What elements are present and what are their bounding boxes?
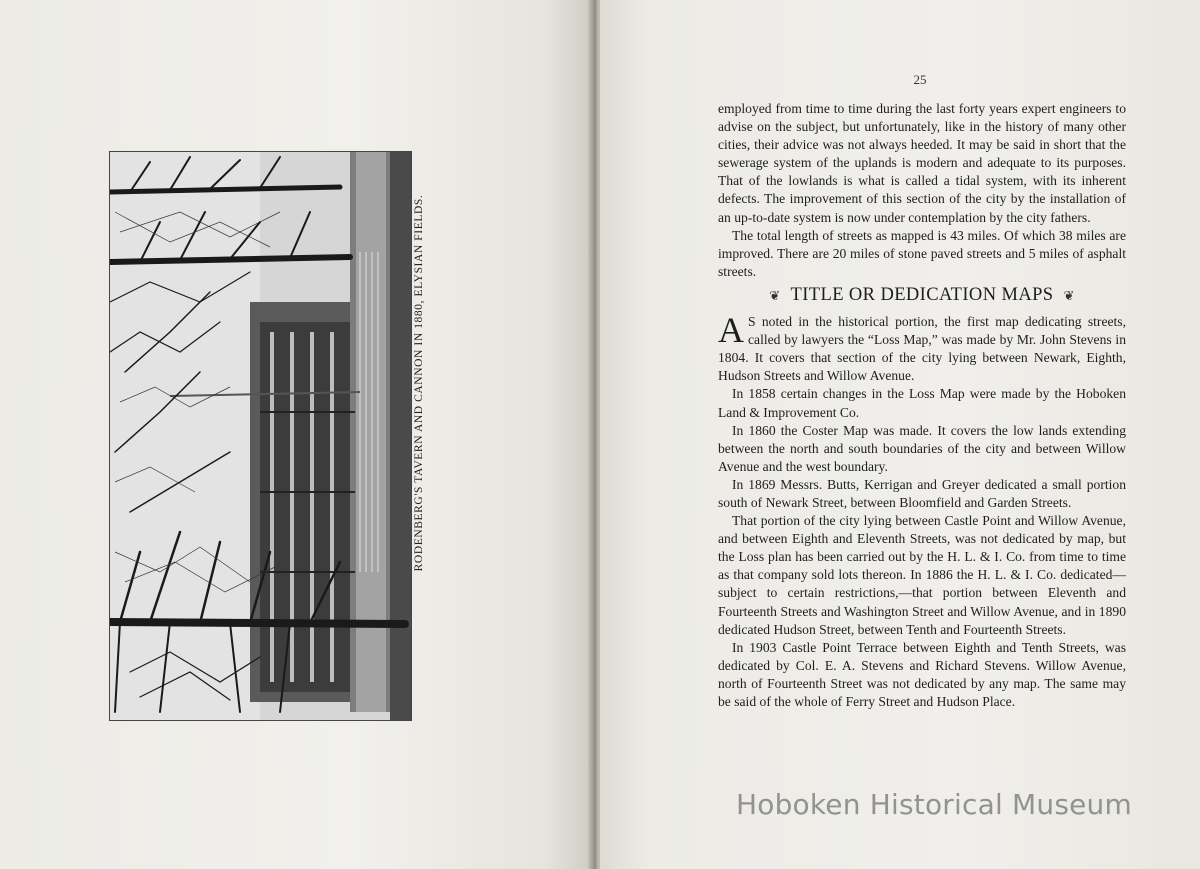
section-heading xyxy=(718,286,1126,305)
paragraph: In 1869 Messrs. Butts, Kerrigan and Greyer dedicated a small portion south of Newark Street, between Bloomfield and Garden Streets. xyxy=(718,476,1126,510)
paragraph: In 1858 certain changes in the Loss Map were made by the Hoboken Land & Improvement Co. xyxy=(718,386,1126,420)
tavern-photograph xyxy=(109,151,412,721)
left-page xyxy=(0,0,593,869)
drop-cap: A xyxy=(718,310,744,351)
section-heading-text: TITLE OR DEDICATION MAPS xyxy=(790,284,1054,305)
paragraph-text: S noted in the historical portion, the first map dedicating streets, called by lawyers the “Loss Map,” was made by Mr. John Stevens in 1804. It covers that section of the city lying between Newark, Eighth, Hudson Streets and Willow Avenue. xyxy=(718,314,1126,384)
museum-watermark: Hoboken Historical Museum xyxy=(736,788,1132,821)
photo-caption: RODENBERG'S TAVERN AND CANNON IN 1880, ELYSIAN FIELDS. xyxy=(413,194,425,572)
paragraph: In 1903 Castle Point Terrace between Eighth and Tenth Streets, was dedicated by Col. E. A. Stevens and Richard Stevens. Willow Avenue, north of Fourteenth Street was not dedicated by any map. The same may be said of the whole of Ferry Street and Hudson Place. xyxy=(718,639,1126,709)
paragraph: In 1860 the Coster Map was made. It covers the low lands extending between the north and south boundaries of the city and between Willow Avenue and the west boundary. xyxy=(718,422,1126,474)
ornament-icon: ❦ xyxy=(1063,287,1075,303)
ornament-icon: ❦ xyxy=(769,287,781,303)
paragraph: The total length of streets as mapped is 43 miles. Of which 38 miles are improved. There are 20 miles of stone paved streets and 5 miles of asphalt streets. xyxy=(718,227,1126,279)
body-text xyxy=(718,100,1126,711)
paragraph: That portion of the city lying between Castle Point and Willow Avenue, and between Eighth and Eleventh Streets, was not dedicated by map, but the Loss plan has been carried out by the H. L. & I. Co. from time to time as that company sold lots thereon. In 1886 the H. L. & I. Co. dedicated—subject to certain restrictions,—that portion between Eleventh and Fourteenth Streets and Washington Street and Willow Avenue, and in 1890 dedicated Hudson Street, between Tenth and Fourteenth Streets. xyxy=(718,513,1126,637)
page-number: 25 xyxy=(913,72,927,87)
paragraph xyxy=(718,310,1126,385)
paragraph: employed from time to time during the last forty years expert engineers to advise on the subject, but unfortunately, like in the history of many other cities, their advice was not always heeded. It may be said in short that the sewerage system of the uplands is modern and adequate to its purposes. That of the lowlands is what is called a tidal system, with its inherent defects. The improvement of this section of the city by the installation of an up-to-date system is now under contemplation by the city fathers. xyxy=(718,101,1126,225)
